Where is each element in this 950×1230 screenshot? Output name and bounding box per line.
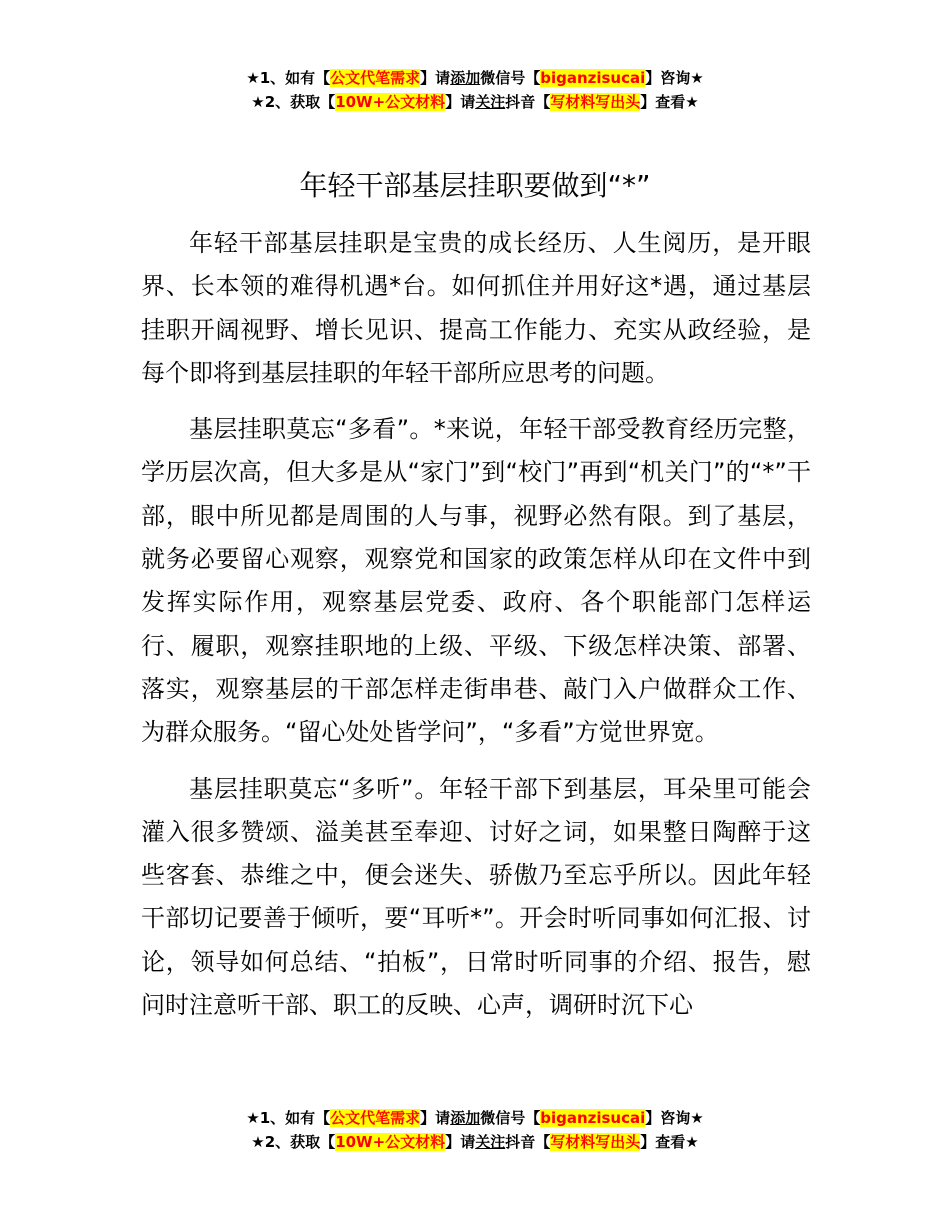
banner-text: 】请 [420,1109,451,1127]
banner-line-2 [0,1130,950,1154]
banner-text: 抖音【 [505,93,551,111]
banner-underline: 关注 [475,1133,506,1151]
banner-text: 微信号【 [480,1109,541,1127]
banner-text: 】查看★ [640,1133,699,1151]
banner-highlight: 公文代笔需求 [330,1109,421,1127]
paragraph: 基层挂职莫忘“多看”。*来说，年轻干部受教育经历完整，学历层次高，但大多是从“家门”到“校门”再到“机关门”的“*”干部，眼中所见都是周围的人与事，视野必然有限。到了基层，就务必要留心观察，观察党和国家的政策怎样从印在文件中到发挥实际作用，观察基层党委、政府、各个职能部门怎样运行、履职，观察挂职地的上级、平级、下级怎样决策、部署、落实，观察基层的干部怎样走街串巷、敲门入户做群众工作、为群众服务。“留心处处皆学问”，“多看”方觉世界宽。 [141,415,811,747]
banner-text: 抖音【 [505,1133,551,1151]
banner-text: ★1、如有【 [246,69,331,87]
paragraph: 基层挂职莫忘“多听”。年轻干部下到基层，耳朵里可能会灌入很多赞颂、溢美甚至奉迎、讨好之词，如果整日陶醉于这些客套、恭维之中，便会迷失、骄傲乃至忘乎所以。因此年轻干部切记要善于倾听，要“耳听*”。开会时听同事如何汇报、讨论，领导如何总结、“拍板”，日常时听同事的介绍、报告，慰问时注意听干部、职工的反映、心声，调研时沉下心 [141,774,811,1020]
footer-banner [0,1106,950,1154]
banner-text: 】请 [420,69,451,87]
banner-text: 】请 [445,1133,476,1151]
banner-underline: 添加 [450,1109,481,1127]
document-title: 年轻干部基层挂职要做到“*” [299,169,651,202]
banner-underline: 关注 [475,93,506,111]
banner-text: ★2、获取【 [251,1133,336,1151]
banner-text: 】咨询★ [645,69,704,87]
banner-text: 】咨询★ [645,1109,704,1127]
paragraph: 年轻干部基层挂职是宝贵的成长经历、人生阅历，是开眼界、长本领的难得机遇*台。如何抓住并用好这*遇，通过基层挂职开阔视野、增长见识、提高工作能力、充实从政经验，是每个即将到基层挂职的年轻干部所应思考的问题。 [141,229,811,387]
banner-highlight: 公文代笔需求 [330,69,421,87]
header-banner [0,66,950,114]
banner-highlight: 写材料写出头 [550,93,641,111]
banner-highlight: biganzisucai [540,69,646,87]
banner-line-2 [0,90,950,114]
banner-text: ★2、获取【 [251,93,336,111]
banner-line-1 [0,1106,950,1130]
document-body [141,222,811,1076]
banner-text: ★1、如有【 [246,1109,331,1127]
banner-underline: 添加 [450,69,481,87]
banner-text: 】查看★ [640,93,699,111]
banner-text: 】请 [445,93,476,111]
banner-highlight: 写材料写出头 [550,1133,641,1151]
banner-line-1 [0,66,950,90]
banner-text: 微信号【 [480,69,541,87]
banner-highlight: 10W+公文材料 [335,1133,446,1151]
banner-highlight: biganzisucai [540,1109,646,1127]
banner-highlight: 10W+公文材料 [335,93,446,111]
